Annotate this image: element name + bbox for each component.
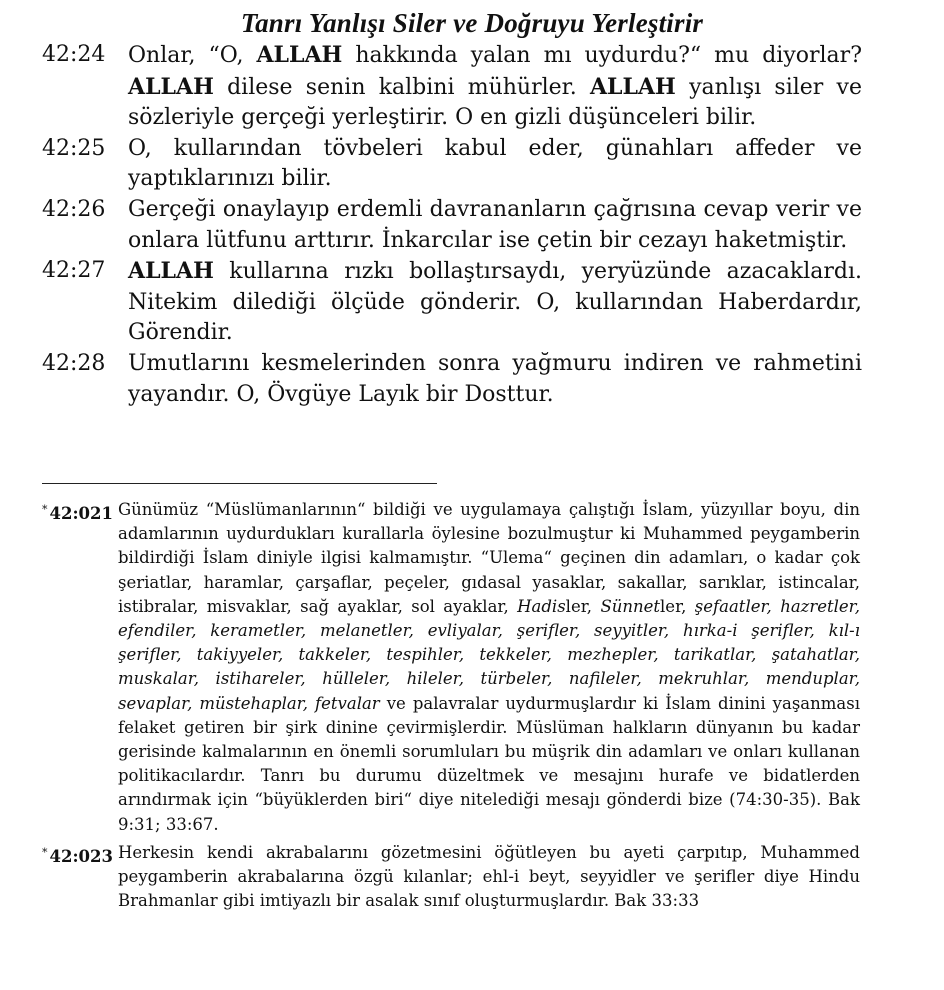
footnote-marker: * xyxy=(42,845,48,859)
footnote-text xyxy=(118,841,860,914)
verse-text xyxy=(128,349,862,410)
italic-text: Sünnet xyxy=(600,596,661,616)
text-run: Günümüz “Müslümanlarının“ bildiği ve uygulamaya çalıştığı İslam, yüzyıllar boyu, din adamlarının uydurdukları kurallarla öylesine bozulmuştur ki Muhammed peygamberin bildirdiği İslam diniyle ilgisi kalmamıştır. “Ulema“ geçinen din adamları, o kadar çok şeriatlar, haramlar, çarşaflar, peçeler, gıdasal yasaklar, sakallar, sarıklar, istincalar, istibralar, misvaklar, sağ ayaklar, sol ayaklar, xyxy=(118,500,860,616)
section-title: Tanrı Yanlışı Siler ve Doğruyu Yerleştirir xyxy=(240,8,704,38)
verse xyxy=(42,40,862,134)
footnote xyxy=(42,841,860,914)
text-run: Onlar, “O, xyxy=(128,43,257,68)
text-run: Herkesin kendi akrabalarını gözetmesini öğütleyen bu ayeti çarpıtıp, Muhammed peygamberin akrabalarına özgü kılanlar; ehl-i beyt, seyyidler ve şerifler diye Hindu Brahmanlar gibi imtiyazlı bir asalak sınıf oluşturmuşlardır. Bak 33:33 xyxy=(118,842,860,911)
text-run: O, kullarından tövbeleri kabul eder, günahları affeder ve yaptıklarınızı bilir. xyxy=(128,135,862,192)
footnote-label xyxy=(42,498,113,526)
verse-list xyxy=(42,40,862,410)
footnote xyxy=(42,498,860,837)
text-run: dilese senin kalbini mühürler. xyxy=(213,74,590,100)
footnote-divider xyxy=(42,483,437,484)
text-run: kullarına rızkı bollaştırsaydı, yeryüzünde azacaklardı. Nitekim dilediği ölçüde gönderir. O, kullarından Haberdardır, Görendir. xyxy=(128,259,862,346)
footnote-number: 42:021 xyxy=(49,504,113,523)
verse xyxy=(42,134,862,195)
verse-text xyxy=(128,256,862,349)
text-run: Umutlarını kesmelerinden sonra yağmuru indiren ve rahmetini yayandır. O, Övgüye Layık bir Dosttur. xyxy=(128,350,862,407)
text-run: ler, xyxy=(565,596,601,616)
footnote-text xyxy=(118,498,860,837)
emphasis-text: ALLAH xyxy=(128,258,214,285)
footnote-number: 42:023 xyxy=(49,846,113,866)
verse-number: 42:27 xyxy=(42,258,106,284)
text-run: ler, xyxy=(660,596,695,616)
verse-text xyxy=(128,195,862,256)
footnote-list xyxy=(42,498,860,913)
verse-number: 42:26 xyxy=(42,196,106,222)
text-run: ve palavralar uydurmuşlardır ki İslam dinini yaşanması felaket getiren bir şirk dinine çevirmişlerdir. Müslüman halkların dünyanın bu kadar gerisinde kalmalarının en önemli sorumluları bu müşrik din adamları ve onları kullanan politikacılardır. Tanrı bu durumu düzeltmek ve mesajını hurafe ve bidatlerden arındırmak için “büyüklerden biri“ diye nitelediği mesajı gönderdi bize (74:30-35). Bak 9:31; 33:67. xyxy=(118,693,861,834)
text-run: Gerçeği onaylayıp erdemli davrananların çağrısına cevap verir ve onlara lütfunu arttırır. İnkarcılar ise çetin bir cezayı haketmiştir. xyxy=(128,196,862,253)
text-run: hakkında yalan mı uydurdu?“ mu diyorlar? xyxy=(342,43,862,68)
verse xyxy=(42,256,862,349)
verse-text xyxy=(128,134,862,195)
text-run: yanlışı siler ve sözleriyle gerçeği yerleştirir. O en gizli düşünceleri bilir. xyxy=(128,74,862,131)
footnote-label xyxy=(42,841,113,869)
verse-text xyxy=(128,40,862,134)
emphasis-text: ALLAH xyxy=(589,73,676,100)
verse xyxy=(42,349,862,410)
verse-number: 42:28 xyxy=(42,350,106,376)
footnote-marker: * xyxy=(42,503,48,516)
emphasis-text: ALLAH xyxy=(128,73,214,100)
verse-number: 42:24 xyxy=(42,42,106,67)
italic-text: Hadis xyxy=(517,596,566,616)
emphasis-text: ALLAH xyxy=(256,42,343,68)
italic-text: şefaatler, hazretler, efendiler, kerametler, melanetler, evliyalar, şerifler, seyyitler, hırka-i şerifler, kıl-ı şerifler, takiyyeler, takkeler, tespihler, tekkeler, mezhepler, tarikatlar, şatahatlar, muskalar, istihareler, hülleler, hileler, türbeler, nafileler, mekruhlar, menduplar, sevaplar, müstehaplar, fetvalar xyxy=(118,596,860,713)
verse-number: 42:25 xyxy=(42,135,106,161)
verse xyxy=(42,195,862,256)
